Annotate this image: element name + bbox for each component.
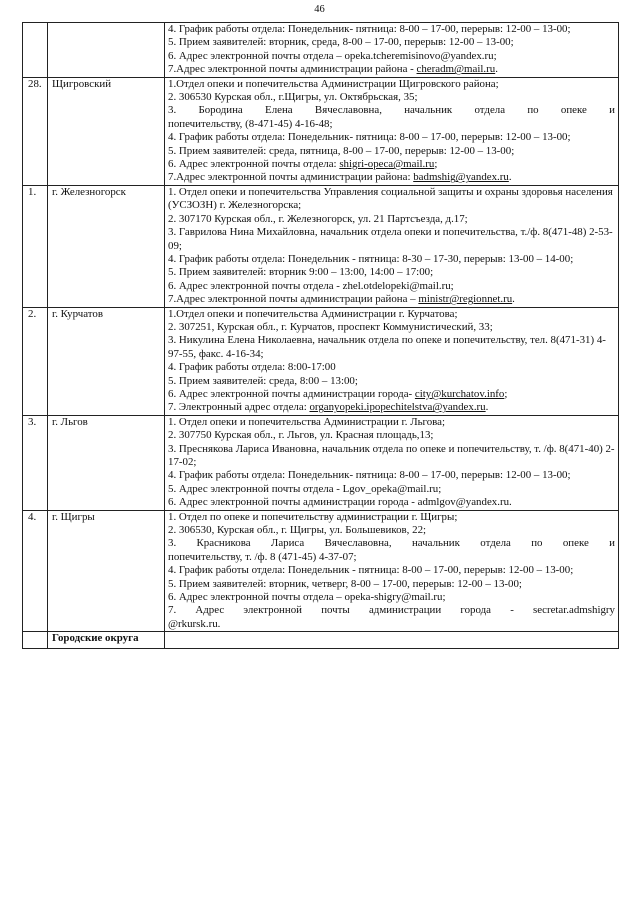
info-line: [168, 171, 615, 184]
info-line-text: 3. Гаврилова Нина Михайловна, начальник отдела опеки и попечительства, т./ф. 8(471-48) 2-53-09;: [168, 226, 613, 252]
info-line: [168, 308, 615, 321]
info-line-text: 5. Прием заявителей: среда, пятница, 8-00 – 17-00, перерыв: 12-00 – 13-00;: [168, 144, 515, 157]
info-line-text: 4. График работы отдела: Понедельник- пятница: 8-00 – 17-00, перерыв: 12-00 – 13-00;: [168, 469, 571, 482]
info-line-suffix: .: [495, 63, 498, 76]
footer-row: [23, 632, 619, 649]
info-line: [168, 524, 615, 537]
table-row: [23, 23, 619, 78]
info-line: [168, 618, 615, 631]
info-line: [168, 537, 615, 550]
table-row: [23, 77, 619, 185]
info-line: [168, 63, 615, 76]
district-info-cell: [165, 185, 619, 307]
district-name-cell: г. Железногорск: [48, 185, 165, 307]
info-line: [168, 604, 615, 617]
info-line-text: 7.Адрес электронной почты администрации района:: [168, 171, 414, 184]
info-line: [168, 443, 615, 470]
info-line: [168, 361, 615, 374]
email-link[interactable]: shigri-opeca@mail.ru: [339, 158, 435, 171]
info-line-suffix: .: [512, 293, 515, 306]
info-line-text: 3. Бородина Елена Вячеславовна, начальник отдела по опеке и: [168, 104, 615, 117]
info-line: [168, 78, 615, 91]
info-line-text: 7.Адрес электронной почты администрации района –: [168, 293, 419, 306]
info-line-text: 6. Адрес электронной почты отдела – opeka-shigry@mail.ru;: [168, 591, 446, 604]
info-line-suffix: .: [485, 401, 489, 414]
row-number-cell: 3.: [23, 415, 48, 510]
info-line: [168, 416, 615, 429]
info-line: [168, 334, 615, 361]
district-info-cell: [165, 77, 619, 185]
row-number-cell: 2.: [23, 307, 48, 415]
info-line: [168, 578, 615, 591]
info-line: [168, 429, 615, 442]
district-name-cell: [48, 23, 165, 78]
info-line-text: 5. Прием заявителей: среда, 8:00 – 13:00;: [168, 374, 358, 387]
info-line: [168, 321, 615, 334]
info-line-text: 5. Прием заявителей: вторник 9:00 – 13:00, 14:00 – 17:00;: [168, 266, 434, 279]
info-line: [168, 145, 615, 158]
info-line-text: 1. Отдел по опеке и попечительству администрации г. Щигры;: [168, 510, 458, 523]
info-line-suffix: ;: [434, 158, 438, 171]
info-line-text: 1.Отдел опеки и попечительства Администрации Щигровского района;: [168, 77, 499, 90]
info-line-text: 6. Адрес электронной почты отдела:: [168, 158, 340, 171]
table-row: [23, 510, 619, 632]
table-row: [23, 185, 619, 307]
info-line: [168, 280, 615, 293]
info-line: [168, 293, 615, 306]
info-line-text: 2. 306530 Курская обл., г.Щигры, ул. Октябрьская, 35;: [168, 91, 418, 104]
district-name-cell: г. Курчатов: [48, 307, 165, 415]
district-name-cell: г. Щигры: [48, 510, 165, 632]
info-line: [168, 131, 615, 144]
info-line-text: попечительству, т. /ф. 8 (471-45) 4-37-07;: [168, 550, 357, 563]
info-line: [168, 50, 615, 63]
district-name-cell: Щигровский: [48, 77, 165, 185]
info-line: [168, 253, 615, 266]
district-info-cell: [165, 510, 619, 632]
email-link[interactable]: organyopeki.ipopechitelstva@yandex.ru: [309, 401, 486, 414]
info-line: [168, 591, 615, 604]
info-line: [168, 23, 615, 36]
info-line: [168, 91, 615, 104]
info-line: [168, 483, 615, 496]
info-line-text: 4. График работы отдела: 8:00-17:00: [168, 361, 336, 374]
info-line-text: 1.Отдел опеки и попечительства Администрации г. Курчатова;: [168, 307, 458, 320]
info-line-text: 2. 306530, Курская обл., г. Щигры, ул. Большевиков, 22;: [168, 524, 427, 537]
info-line-text: 5. Прием заявителей: вторник, четверг, 8-00 – 17-00, перерыв: 12-00 – 13-00;: [168, 577, 522, 590]
info-line-text: 6. Адрес электронной почты администрации города-: [168, 387, 415, 400]
info-line-text: 5. Прием заявителей: вторник, среда, 8-00 – 17-00, перерыв: 12-00 – 13-00;: [168, 36, 514, 49]
info-line-text: 4. График работы отдела: Понедельник- пятница: 8-00 – 17-00, перерыв: 12-00 – 13-00;: [168, 131, 571, 144]
info-line-text: 2. 307170 Курская обл., г. Железногорск, ул. 21 Партсъезда, д.17;: [168, 212, 468, 225]
district-name-cell: г. Льгов: [48, 415, 165, 510]
table-body: [23, 23, 619, 649]
info-line-text: 7. Электронный адрес отдела:: [168, 401, 310, 414]
email-link[interactable]: badmshig@yandex.ru: [413, 171, 509, 184]
info-line-text: 3. Никулина Елена Николаевна, начальник отдела по опеке и попечительству, тел. 8(471-31) 4-97-55, факс. 4-16-34;: [168, 334, 606, 360]
info-line: [168, 511, 615, 524]
info-line: [168, 158, 615, 171]
info-line: [168, 213, 615, 226]
email-link[interactable]: ministr@regionnet.ru: [418, 293, 513, 306]
info-line-text: 4. График работы отдела: Понедельник- пятница: 8-00 – 17-00, перерыв: 12-00 – 13-00;: [168, 23, 571, 35]
info-line-text: 7. Адрес электронной почты администрации города - secretar.admshigry: [168, 604, 615, 617]
info-line-text: 1. Отдел опеки и попечительства Управления социальной защиты и охраны здоровья населения (УСЗОЗН) г. Железногорска;: [168, 185, 613, 212]
info-line-text: попечительству, (8-471-45) 4-16-48;: [168, 117, 333, 130]
info-line-suffix: ;: [504, 387, 508, 400]
info-line-text: 1. Отдел опеки и попечительства Администрации г. Льгова;: [168, 415, 446, 428]
directory-table: [22, 22, 619, 649]
info-line: [168, 104, 615, 117]
info-line-text: 6. Адрес электронной почты отдела - zhel.otdelopeki@mail.ru;: [168, 279, 454, 292]
row-number-cell: 28.: [23, 77, 48, 185]
email-link[interactable]: cheradm@mail.ru: [416, 63, 496, 76]
district-info-cell: [165, 23, 619, 78]
row-number-cell: [23, 632, 48, 649]
info-line: [168, 226, 615, 253]
info-line-text: 7.Адрес электронной почты администрации района -: [168, 63, 417, 76]
table-row: [23, 415, 619, 510]
info-line: [168, 564, 615, 577]
district-info-cell: [165, 415, 619, 510]
row-number-cell: 1.: [23, 185, 48, 307]
info-line-text: 4. График работы отдела: Понедельник - пятница: 8-00 – 17-00, перерыв: 12-00 – 13-00;: [168, 564, 574, 577]
info-line: [168, 266, 615, 279]
info-line: [168, 388, 615, 401]
page-number: 46: [314, 4, 325, 15]
info-line: [168, 186, 615, 213]
info-line: [168, 401, 615, 414]
row-number-cell: [23, 23, 48, 78]
info-line: [168, 36, 615, 49]
info-line: [168, 551, 615, 564]
info-line-text: 6. Адрес электронной почты администрации города - admlgov@yandex.ru.: [168, 496, 512, 509]
row-info-cell: [165, 632, 619, 649]
info-line-suffix: .: [508, 171, 512, 184]
district-info-cell: [165, 307, 619, 415]
info-line: [168, 496, 615, 509]
info-line: [168, 469, 615, 482]
info-line-text: 3. Красникова Лариса Вячеславовна, начальник отдела по опеке и: [168, 537, 615, 550]
info-line-text: 6. Адрес электронной почты отдела – opeka.tcheremisinovo@yandex.ru;: [168, 49, 497, 62]
email-link[interactable]: city@kurchatov.info: [414, 387, 505, 400]
info-line-text: 5. Адрес электронной почты отдела - Lgov_opeka@mail.ru;: [168, 482, 442, 495]
info-line-text: 2. 307750 Курская обл., г. Льгов, ул. Красная площадь,13;: [168, 429, 434, 442]
info-line-text: @rkursk.ru.: [168, 617, 221, 630]
info-line-text: 2. 307251, Курская обл., г. Курчатов, проспект Коммунистический, 33;: [168, 320, 493, 333]
info-line: [168, 375, 615, 388]
info-line: [168, 118, 615, 131]
row-number-cell: 4.: [23, 510, 48, 632]
info-line-text: 3. Преснякова Лариса Ивановна, начальник отдела по опеке и попечительству, т. /ф. 8(471-40) 2-17-02;: [168, 442, 615, 468]
table-row: [23, 307, 619, 415]
info-line-text: 4. График работы отдела: Понедельник - пятница: 8-30 – 17-30, перерыв: 13-00 – 14-00;: [168, 252, 574, 265]
section-label: Городские округа: [48, 632, 165, 649]
